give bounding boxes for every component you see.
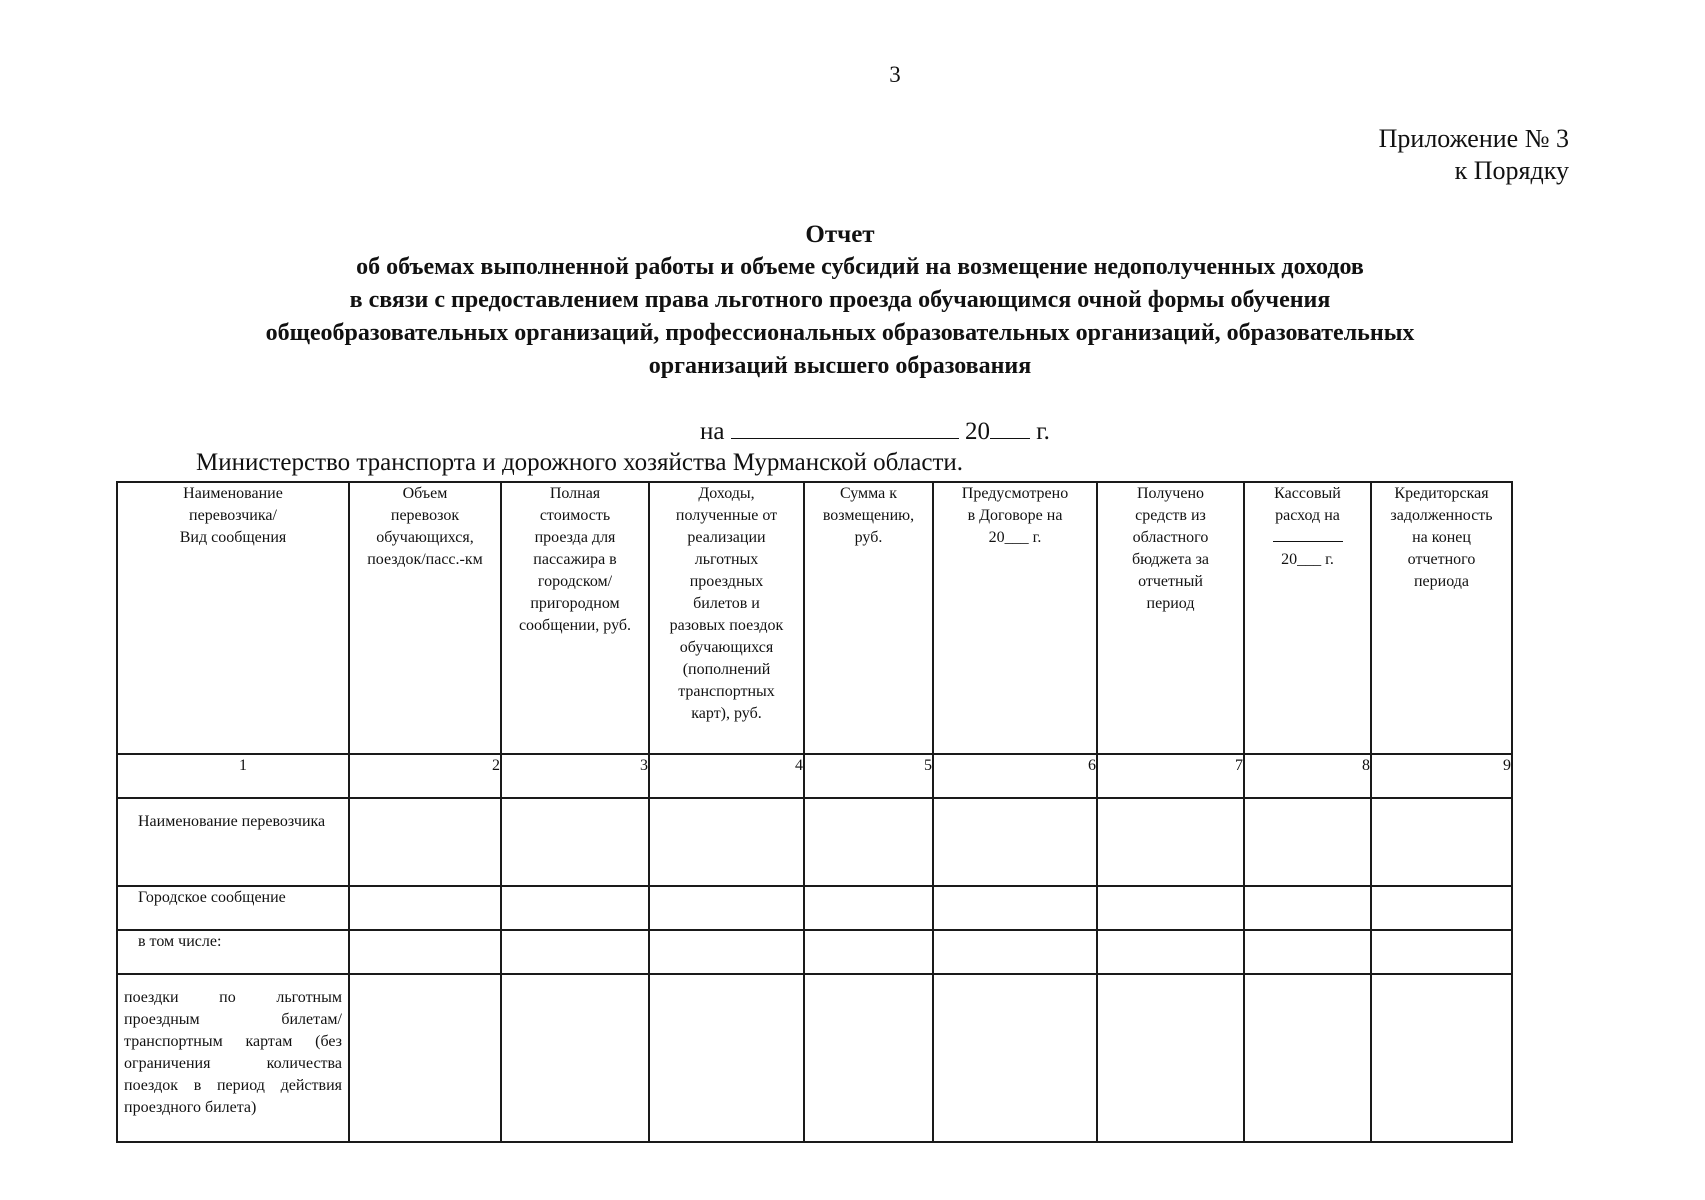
date-blank-field[interactable] xyxy=(731,418,959,439)
column-number: 4 xyxy=(649,754,804,798)
date-suffix: г. xyxy=(1036,418,1050,445)
table-cell[interactable] xyxy=(649,930,804,974)
column-number: 8 xyxy=(1244,754,1371,798)
header-full-cost: Полная стоимость проезда для пассажира в городском/ пригородном сообщении, руб. xyxy=(501,482,649,754)
row-label-city-transport: Городское сообщение xyxy=(117,886,349,930)
column-number: 5 xyxy=(804,754,933,798)
title-line3: в связи с предоставлением права льготного проезда обучающимся очной формы обучения xyxy=(349,287,1331,313)
table-cell[interactable] xyxy=(933,930,1097,974)
report-date-line xyxy=(700,418,1050,446)
report-table xyxy=(116,481,1513,1143)
title-line2: об объемах выполненной работы и объеме субсидий на возмещение недополученных доходов xyxy=(356,254,1364,280)
table-cell[interactable] xyxy=(1244,798,1371,886)
table-cell[interactable] xyxy=(349,930,501,974)
blank-underline xyxy=(1273,531,1343,542)
table-cell[interactable] xyxy=(1244,930,1371,974)
table-cell[interactable] xyxy=(349,974,501,1142)
table-cell[interactable] xyxy=(1097,974,1244,1142)
table-cell[interactable] xyxy=(349,798,501,886)
table-cell[interactable] xyxy=(933,886,1097,930)
row-label-including: в том числе: xyxy=(117,930,349,974)
date-prefix: на xyxy=(700,418,725,445)
table-cell[interactable] xyxy=(649,974,804,1142)
table-cell[interactable] xyxy=(804,798,933,886)
table-cell[interactable] xyxy=(1097,930,1244,974)
table-cell[interactable] xyxy=(501,886,649,930)
table-cell[interactable] xyxy=(1097,798,1244,886)
row-label-concession-trips: поездки по льготным проездным билетам/ транспортным картам (без ограничения количества поездок в период действия проездного билета) xyxy=(117,974,349,1142)
table-cell[interactable] xyxy=(501,930,649,974)
table-row xyxy=(117,886,1512,930)
year-blank-field[interactable] xyxy=(990,418,1030,439)
table-cell[interactable] xyxy=(649,886,804,930)
table-row xyxy=(117,798,1512,886)
header-payables: Кредиторская задолженность на конец отчетного периода xyxy=(1371,482,1512,754)
title-line5: организаций высшего образования xyxy=(648,353,1032,379)
header-contract: Предусмотрено в Договоре на 20___ г. xyxy=(933,482,1097,754)
column-number-row xyxy=(117,754,1512,798)
column-number: 2 xyxy=(349,754,501,798)
table-cell[interactable] xyxy=(933,798,1097,886)
title-line4: общеобразовательных организаций, профессиональных образовательных организаций, образовательных xyxy=(265,320,1415,346)
table-cell[interactable] xyxy=(1371,930,1512,974)
table-cell[interactable] xyxy=(1244,886,1371,930)
table-cell[interactable] xyxy=(1371,798,1512,886)
table-cell[interactable] xyxy=(804,974,933,1142)
table-row xyxy=(117,930,1512,974)
column-number: 7 xyxy=(1097,754,1244,798)
appendix-line1: Приложение № 3 xyxy=(1378,124,1569,153)
table-cell[interactable] xyxy=(1371,886,1512,930)
table-cell[interactable] xyxy=(804,886,933,930)
row-label-carrier-name: Наименование перевозчика xyxy=(117,798,349,886)
appendix-reference xyxy=(1379,123,1569,187)
page-number: 3 xyxy=(889,62,901,87)
table-cell[interactable] xyxy=(933,974,1097,1142)
header-received: Получено средств из областного бюджета за отчетный период xyxy=(1097,482,1244,754)
table-row xyxy=(117,974,1512,1142)
column-number: 6 xyxy=(933,754,1097,798)
title-line1: Отчет xyxy=(805,221,875,248)
appendix-line2: к Порядку xyxy=(1454,156,1569,185)
column-number: 1 xyxy=(117,754,349,798)
table-cell[interactable] xyxy=(501,798,649,886)
table-cell[interactable] xyxy=(501,974,649,1142)
table-cell[interactable] xyxy=(1244,974,1371,1142)
date-year-prefix: 20 xyxy=(964,418,990,445)
ministry-name: Министерство транспорта и дорожного хозяйства Мурманской области. xyxy=(196,449,963,476)
header-income: Доходы, полученные от реализации льготных проездных билетов и разовых поездок обучающихся (пополнений транспортных карт), руб. xyxy=(649,482,804,754)
header-compensation: Сумма к возмещению, руб. xyxy=(804,482,933,754)
table-header-row xyxy=(117,482,1512,754)
header-volume: Объем перевозок обучающихся, поездок/пасс.-км xyxy=(349,482,501,754)
table-cell[interactable] xyxy=(1371,974,1512,1142)
column-number: 9 xyxy=(1371,754,1512,798)
report-title xyxy=(150,218,1530,383)
header-cash-expense: Кассовый расход на 20___ г. xyxy=(1244,482,1371,754)
table-cell[interactable] xyxy=(349,886,501,930)
header-carrier: Наименование перевозчика/ Вид сообщения xyxy=(117,482,349,754)
column-number: 3 xyxy=(501,754,649,798)
table-cell[interactable] xyxy=(804,930,933,974)
table-cell[interactable] xyxy=(1097,886,1244,930)
table-cell[interactable] xyxy=(649,798,804,886)
